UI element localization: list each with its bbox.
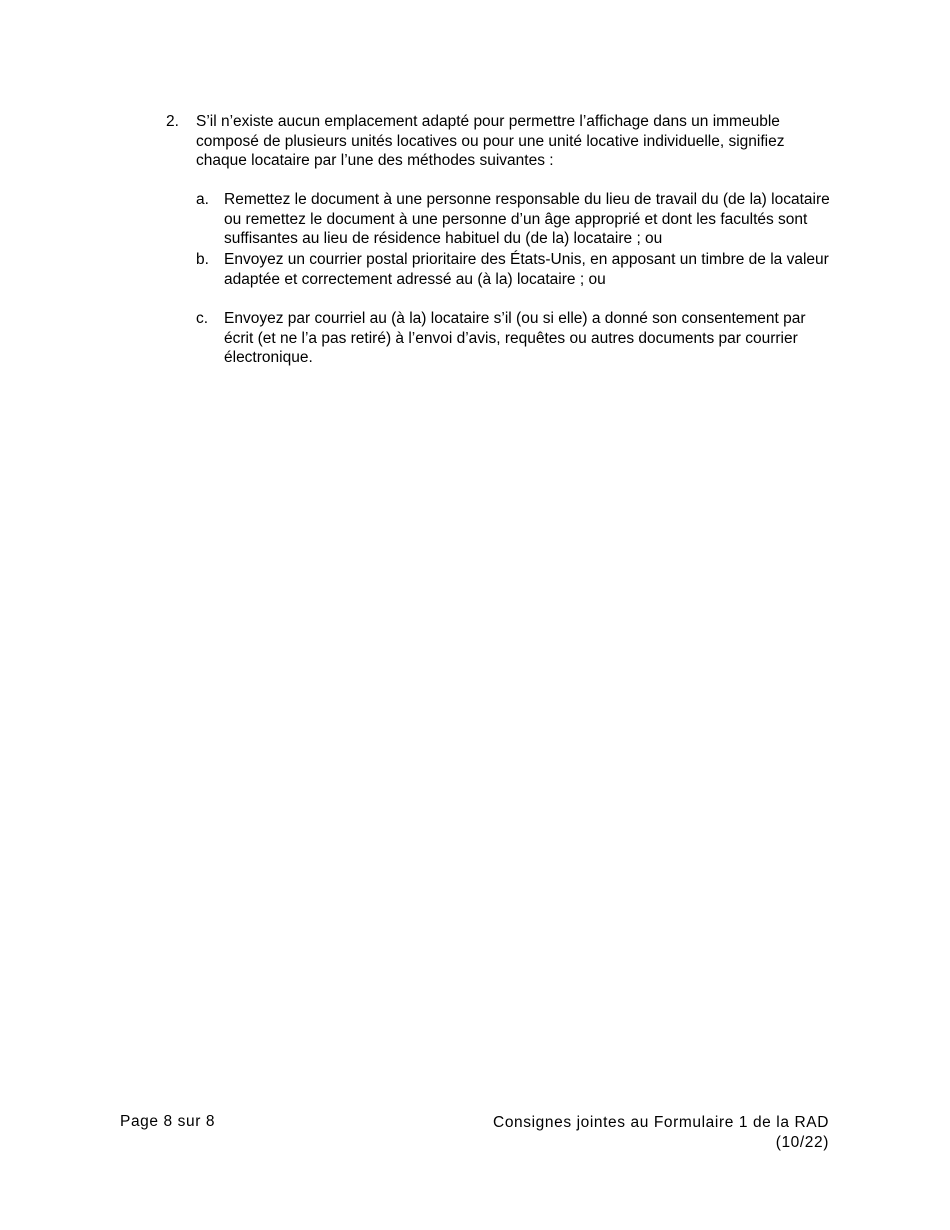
sub-item-text: Remettez le document à une personne responsable du lieu de travail du (de la) locataire ou remettez le document à une personne d’un âge approprié et dont les facultés sont suffisantes au lieu de résidence habituel du (de la) locataire ; ou — [224, 191, 830, 247]
item-number: 2. — [166, 113, 179, 130]
footer-page-number: Page 8 sur 8 — [120, 1113, 216, 1130]
sub-item-b — [196, 250, 846, 289]
sub-item-text: Envoyez par courriel au (à la) locataire s’il (ou si elle) a donné son consentement par écrit (et ne l’a pas retiré) à l’envoi d’avis, requêtes ou autres documents par courrier électronique. — [224, 310, 806, 366]
sub-item-letter: b. — [196, 251, 209, 268]
sub-item-text: Envoyez un courrier postal prioritaire des États-Unis, en apposant un timbre de la valeur adaptée et correctement adressé au (à la) locataire ; ou — [224, 251, 829, 288]
footer-form-title: Consignes jointes au Formulaire 1 de la RAD — [493, 1114, 829, 1131]
footer-form-info — [493, 1113, 829, 1152]
sub-item-letter: a. — [196, 191, 209, 208]
item-text: S’il n’existe aucun emplacement adapté pour permettre l’affichage dans un immeuble composé de plusieurs unités locatives ou pour une unité locative individuelle, signifiez chaque locataire par l’une des méthodes suivantes : — [196, 113, 785, 169]
instruction-item-2 — [166, 112, 846, 171]
sub-item-c — [196, 309, 846, 368]
sub-item-letter: c. — [196, 310, 209, 327]
sub-item-a — [196, 190, 846, 249]
footer-form-version: (10/22) — [775, 1133, 829, 1151]
